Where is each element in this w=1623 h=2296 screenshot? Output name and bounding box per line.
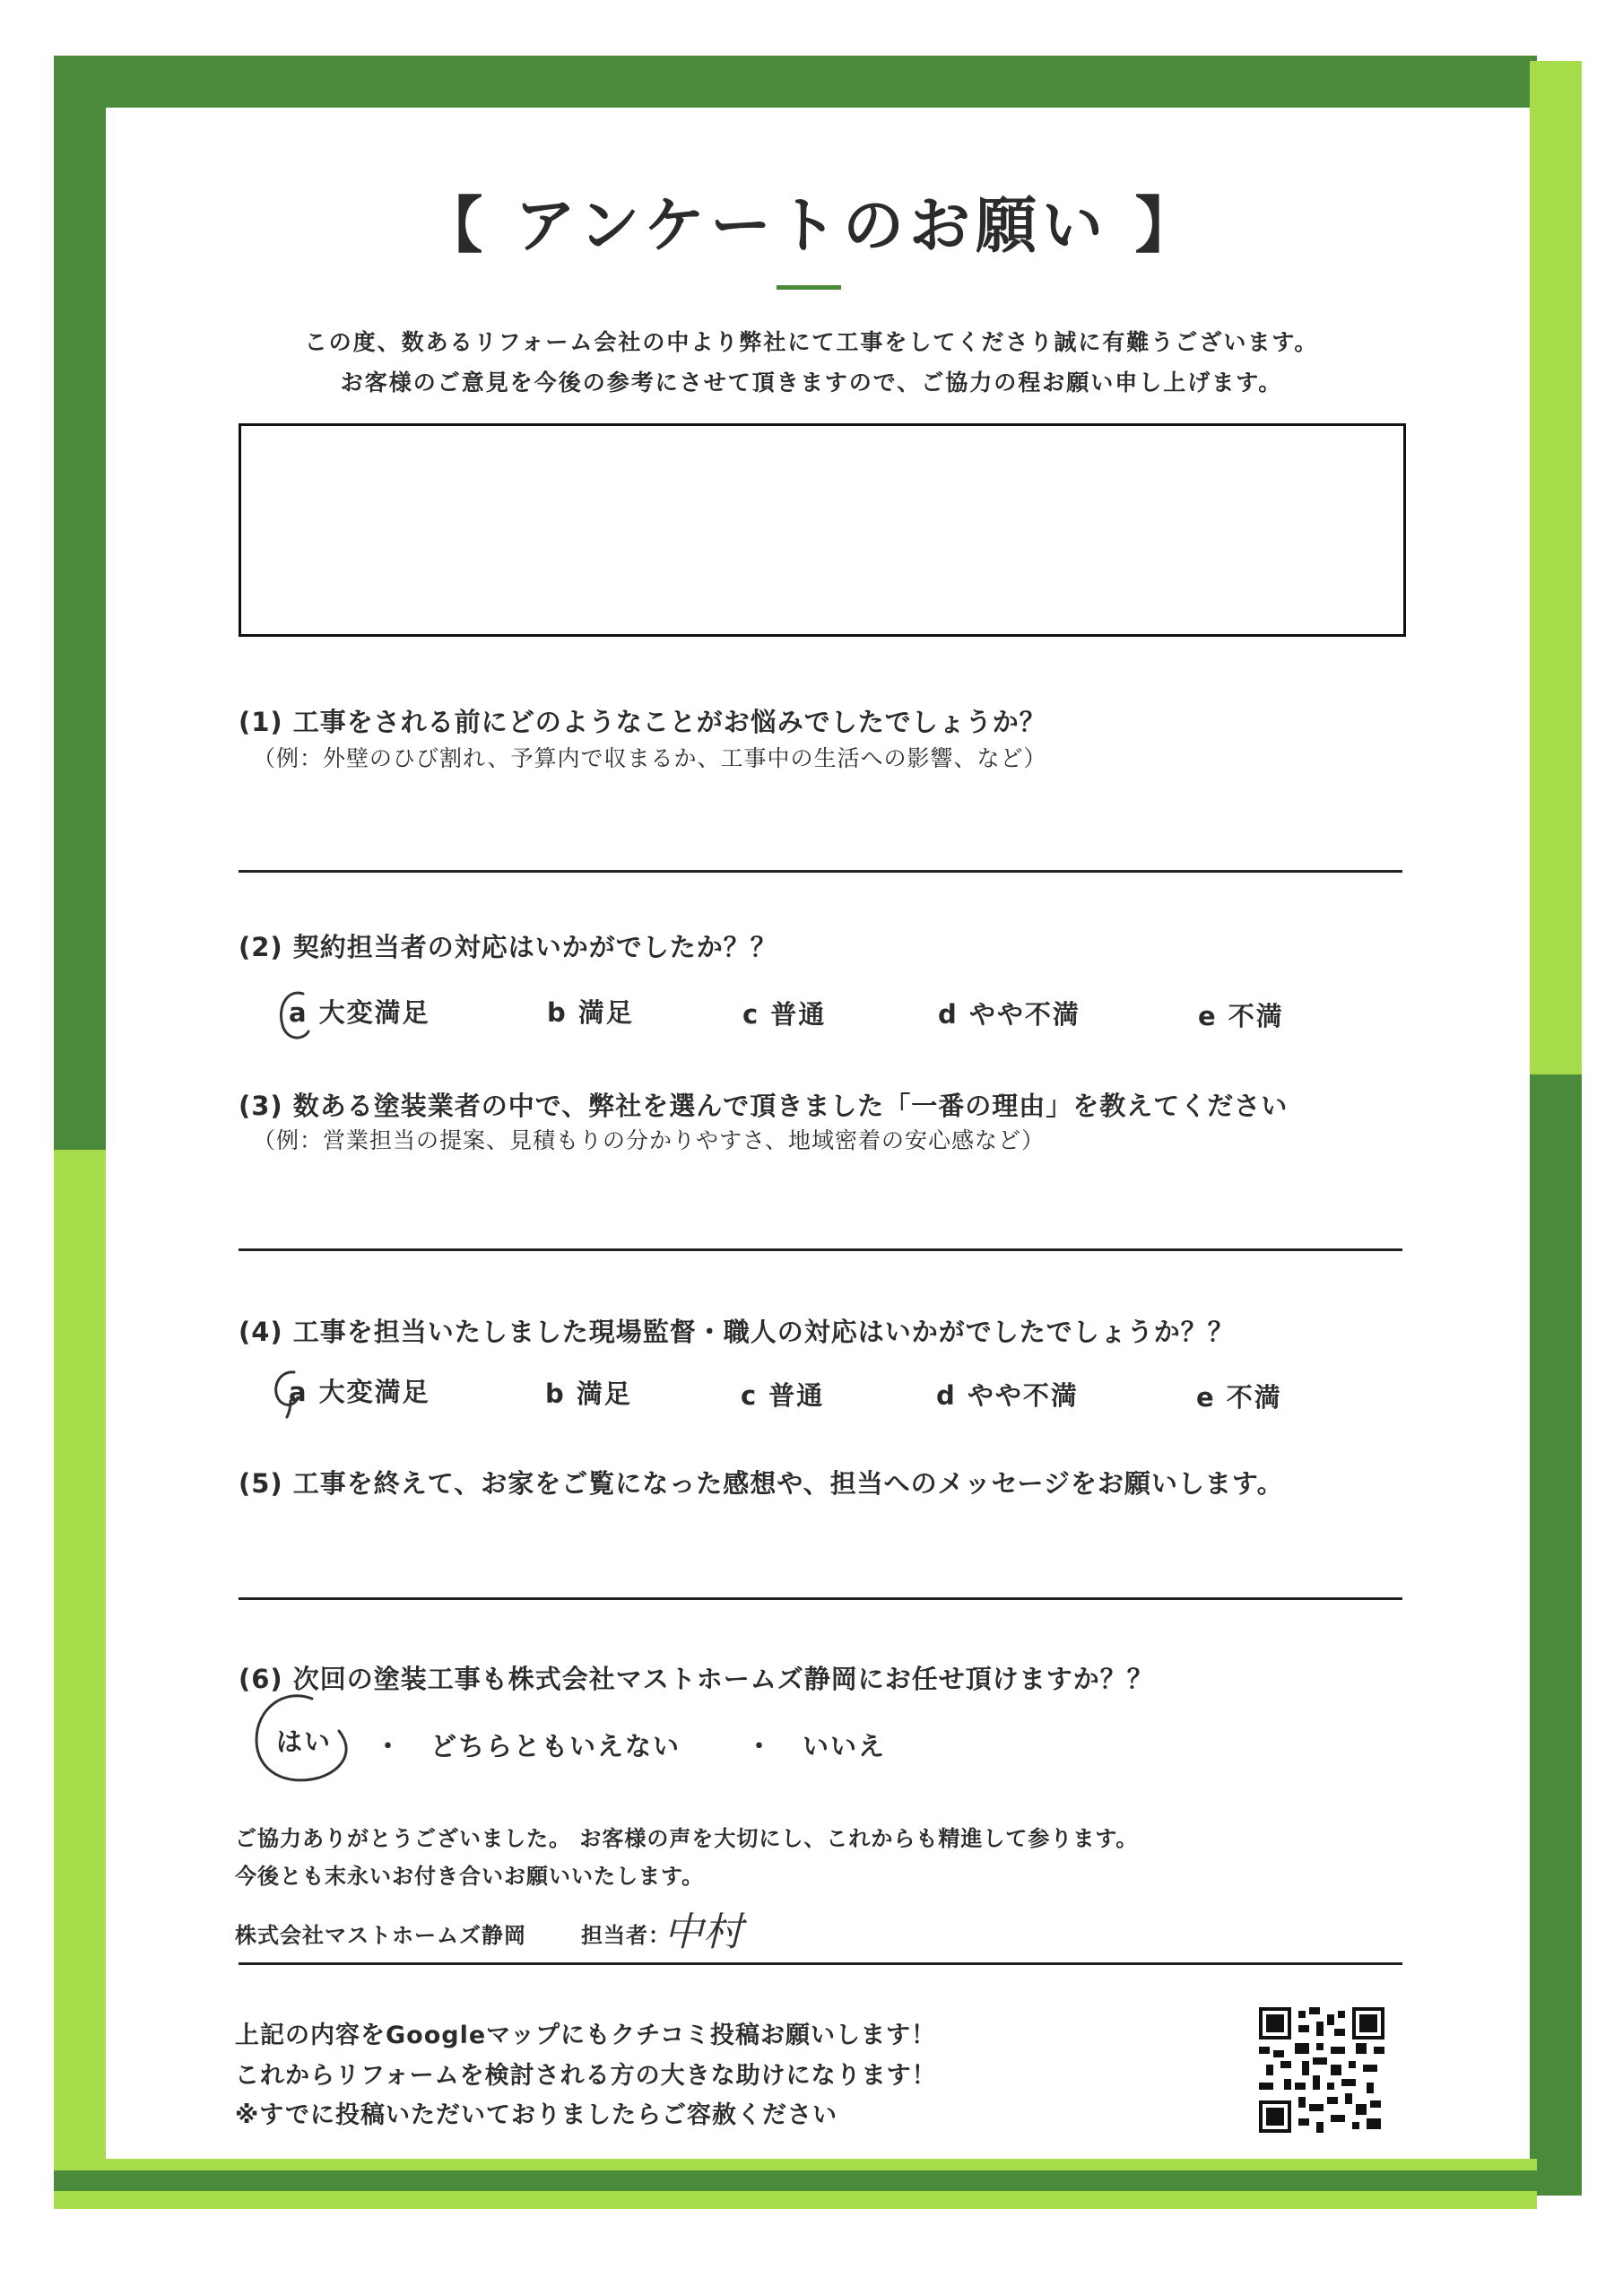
question-1: (1) 工事をされる前にどのようなことがお悩みでしたでしょうか？ [239,707,1046,737]
qr-code-icon[interactable] [1259,2007,1384,2133]
question-3-example: （例：営業担当の提案、見積もりの分かりやすさ、地域密着の安心感など） [253,1127,1046,1153]
q4-option-a[interactable]: a 大変満足 [289,1377,430,1407]
question-1-example: （例：外壁のひび割れ、予算内で収まるか、工事中の生活への影響、など） [253,745,1047,771]
google-line-3: ※すでに投稿いただいておりましたらご容赦ください [235,2101,838,2129]
q6-selection-mark [249,1686,366,1803]
q2-option-c[interactable]: c 普通 [742,999,827,1030]
q6-separator-2: ・ [746,1731,775,1761]
question-6: (6) 次回の塗装工事も株式会社マストホームズ静岡にお任せ頂けますか？？ [239,1664,1154,1694]
q2-option-d[interactable]: d やや不満 [938,999,1081,1030]
intro-line-1: この度、数あるリフォーム会社の中より弊社にて工事をしてくださり誠に有難うございます。 [304,329,1319,355]
staff-label: 担当者： [581,1923,671,1948]
footer-divider [239,1962,1402,1965]
answer-line-5[interactable] [239,1597,1402,1600]
q4-option-c[interactable]: c 普通 [741,1380,825,1411]
q6-separator-1: ・ [375,1731,404,1761]
page-title: 【 アンケートのお願い 】 [421,191,1202,262]
google-line-1: 上記の内容をGoogleマップにもクチコミ投稿お願いします！ [235,2022,936,2049]
answer-line-1[interactable] [239,870,1402,873]
q2-option-b[interactable]: b 満足 [547,997,634,1028]
q2-option-e[interactable]: e 不満 [1198,1001,1284,1031]
company-name: 株式会社マストホームズ静岡 [235,1923,526,1948]
q4-option-d[interactable]: d やや不満 [936,1380,1079,1411]
frame-right-lower-band [1530,1074,1582,2170]
q4-option-b[interactable]: b 満足 [545,1378,632,1409]
google-line-2: これからリフォームを検討される方の大きな助けになります！ [235,2062,937,2090]
q6-option-yes[interactable]: はい [276,1726,333,1757]
question-3: (3) 数ある塗装業者の中で、弊社を選んで頂きました「一番の理由」を教えてください [239,1091,1289,1121]
title-underline [777,285,841,290]
q4-option-e[interactable]: e 不満 [1196,1382,1282,1413]
q6-option-no[interactable]: いいえ [803,1731,887,1761]
q4-selection-mark [264,1361,317,1424]
redacted-box [239,423,1406,637]
q2-selection-mark [269,981,332,1053]
frame-bottom-light-band [54,2191,1537,2209]
answer-line-3[interactable] [239,1248,1402,1251]
intro-line-2: お客様のご意見を今後の参考にさせて頂きますので、ご協力の程お願い申し上げます。 [340,370,1283,396]
question-5: (5) 工事を終えて、お家をご覧になった感想や、担当へのメッセージをお願いします。 [239,1468,1284,1499]
thanks-line-2: 今後とも末永いお付き合いお願いいたします。 [235,1864,705,1889]
question-2: (2) 契約担当者の対応はいかがでしたか？？ [239,932,777,962]
thanks-line-1: ご協力ありがとうございました。 お客様の声を大切にし、これからも精進して参ります。 [235,1826,1139,1851]
staff-signature: 中村 [664,1909,742,1955]
frame-left-lower-band [54,1150,106,2159]
q6-option-neutral[interactable]: どちらともいえない [430,1731,681,1761]
question-4: (4) 工事を担当いたしました現場監督・職人の対応はいかがでしたでしょうか？？ [239,1317,1235,1347]
frame-top-band [54,56,1537,108]
q2-option-a[interactable]: a 大変満足 [289,997,430,1028]
